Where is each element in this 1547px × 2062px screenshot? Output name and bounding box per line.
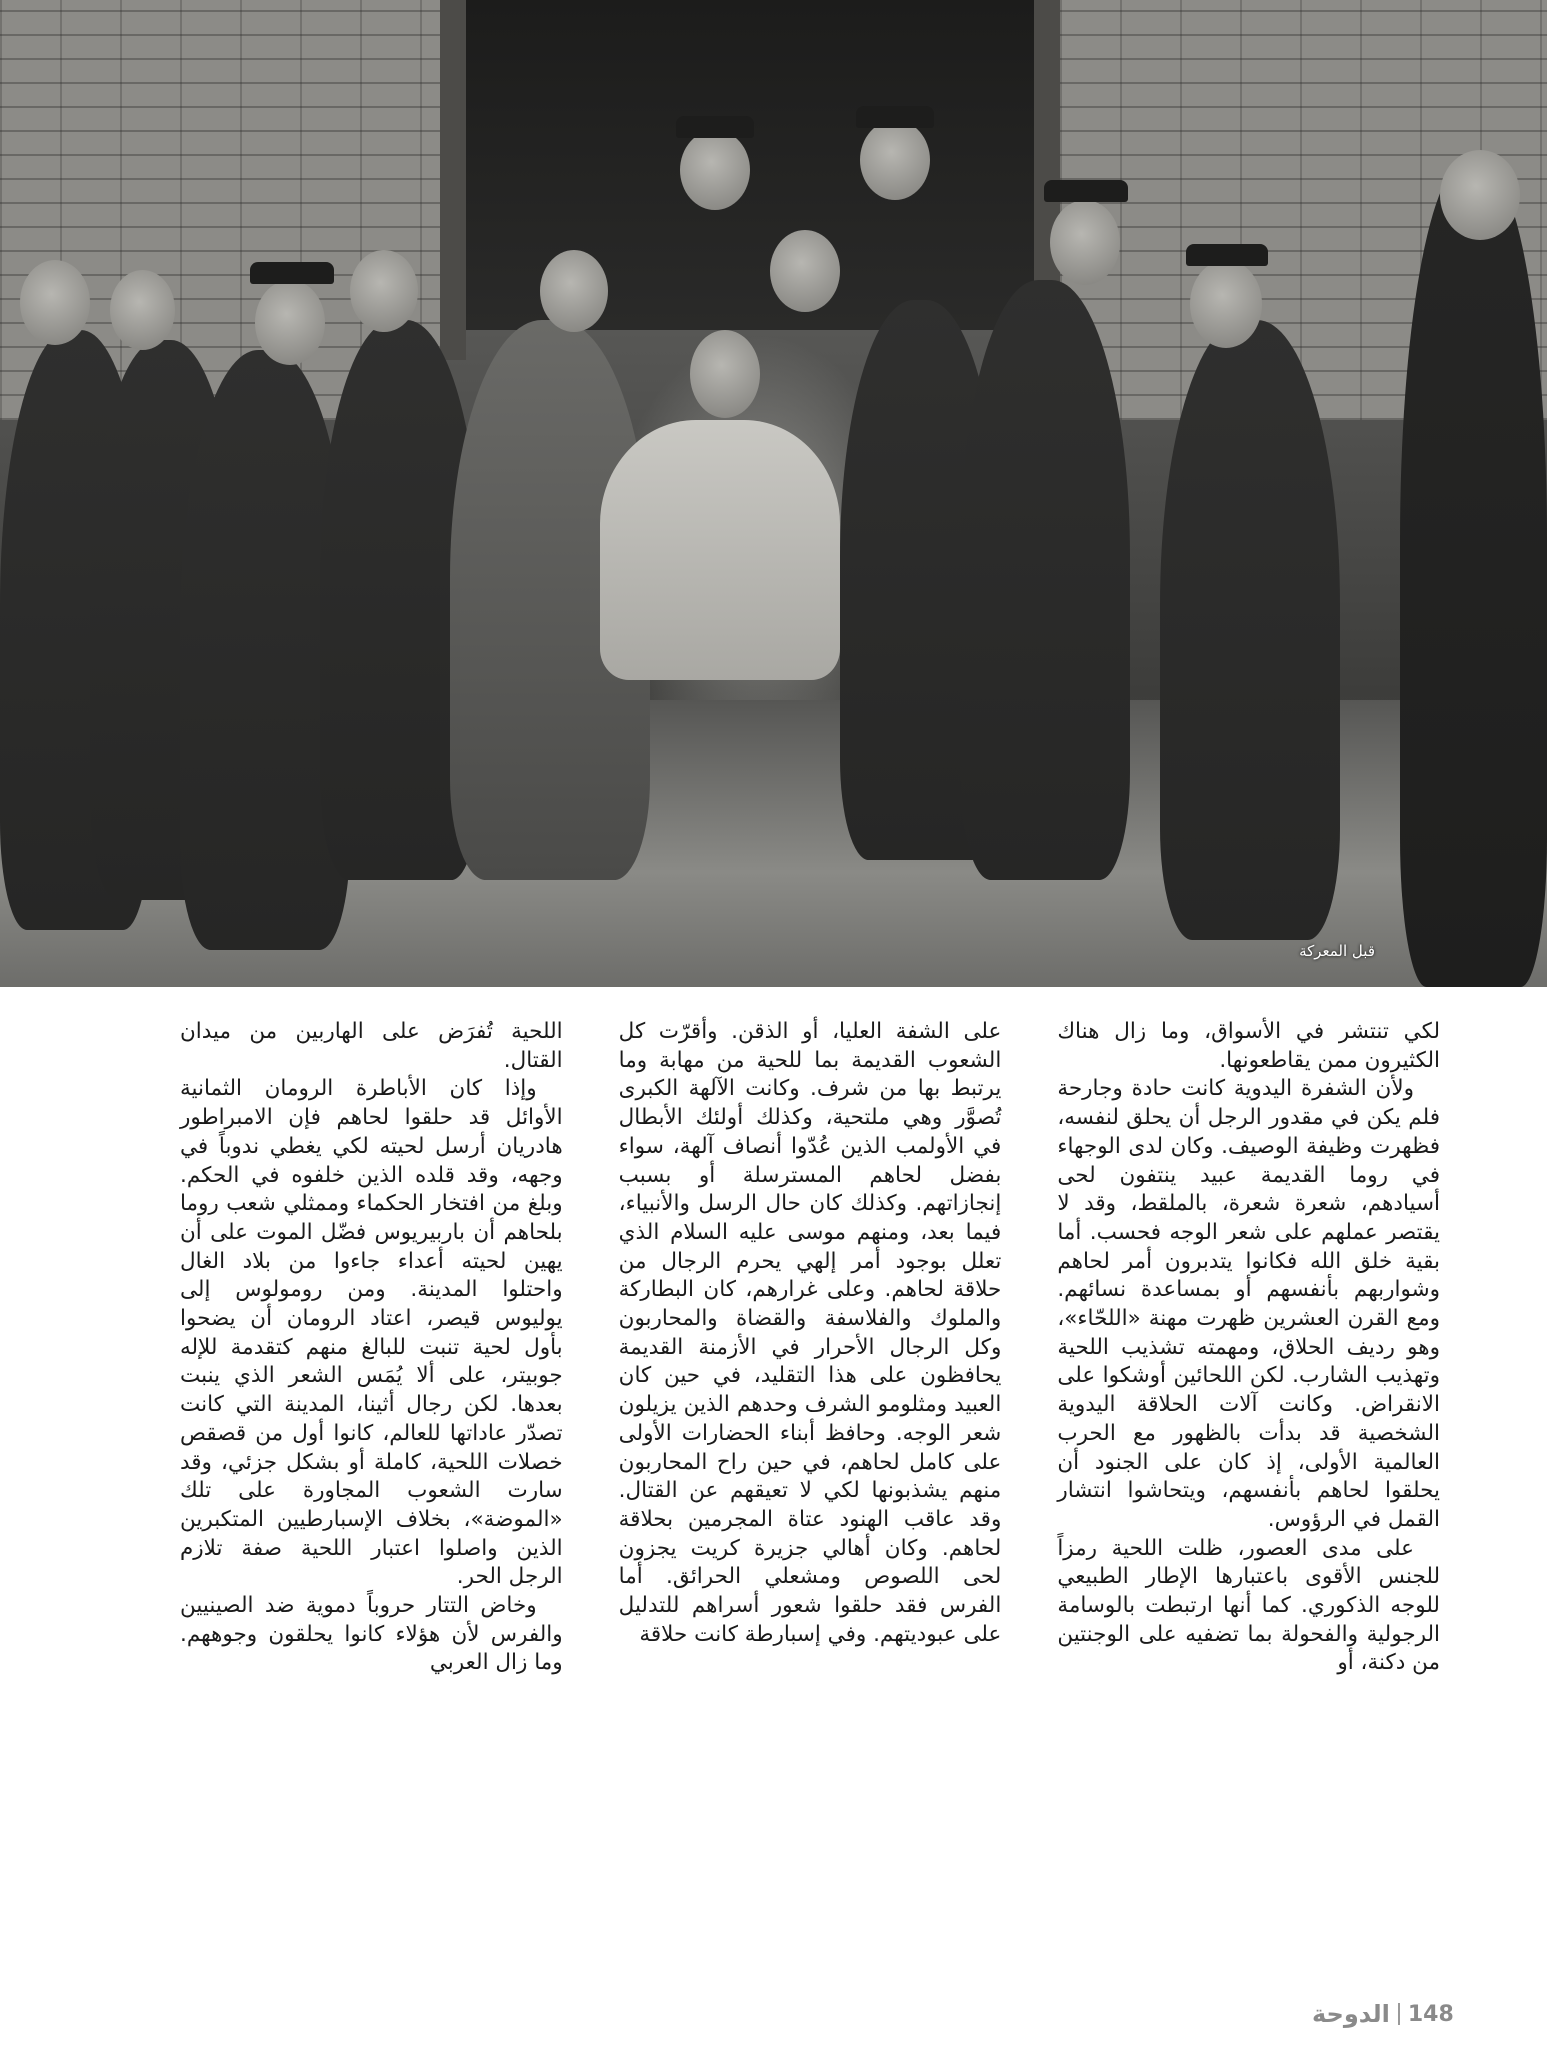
paragraph: لكي تنتشر في الأسواق، وما زال هناك الكثيرون ممن يقاطعونها. — [1057, 1019, 1440, 1073]
door-frame-left — [440, 0, 466, 360]
soldier-head — [350, 250, 418, 332]
soldier-head — [1190, 260, 1262, 348]
soldier-cap — [250, 262, 334, 284]
soldier-head — [540, 250, 608, 332]
soldier-figure — [960, 280, 1130, 880]
soldier-head — [680, 130, 750, 210]
soldier-head — [770, 230, 840, 312]
soldier-cap — [676, 116, 754, 138]
soldier-head — [860, 120, 930, 200]
soldier-head — [255, 280, 325, 365]
historical-photo — [0, 0, 1547, 987]
page-number: 148 — [1407, 2001, 1454, 2027]
soldier-cap — [856, 106, 934, 128]
page-footer — [1312, 2000, 1454, 2028]
soldier-head — [1440, 150, 1520, 240]
soldier-head — [110, 270, 175, 350]
paragraph: وإذا كان الأباطرة الرومان الثمانية الأوائل قد حلقوا لحاهم فإن الامبراطور هادريان أرسل لحيته لكي يغطي ندوباً في وجهه، وقد قلده الذين خلفوه في الحكم. وبلغ من افتخار الحكماء وممثلي شعب روما بلحاهم أن باربيريوس فضّل الموت على أن يهين لحيته أعداء جاءوا من بلاد الغال واحتلوا المدينة. ومن رومولوس إلى يوليوس قيصر، اعتاد الرومان أن يضحوا بأول لحية تنبت للبالغ منهم كتقدمة للإله جوبيتر، على ألا يُمَس الشعر الذي ينبت بعدها. لكن رجال أثينا، المدينة التي كانت تصدّر عاداتها للعالم، كانوا أول من قصقص خصلات اللحية، كاملة أو بشكل جزئي، وقد سارت الشعوب المجاورة على تلك «الموضة»، بخلاف الإسبارطيين المتكبرين الذين واصلوا اعتبار اللحية صفة تلازم الرجل الحر. — [179, 1076, 563, 1590]
soldier-cap — [1186, 244, 1268, 266]
soldier-cap — [1044, 180, 1128, 202]
text-column-middle — [619, 1018, 1002, 1958]
doorway — [440, 0, 1060, 330]
paragraph: ولأن الشفرة اليدوية كانت حادة وجارحة فلم يكن في مقدور الرجل أن يحلق لنفسه، فظهرت وظيفة الوصيف. وكان لدى الوجهاء في روما القديمة عبيد ينتفون لحى أسيادهم، شعرة شعرة، بالملقط، وقد لا يقتصر عملهم على شعر الوجه فحسب. أما بقية خلق الله فكانوا يتدبرون أمر لحاهم وشواربهم بأنفسهم أو بمساعدة نسائهم. ومع القرن العشرين ظهرت مهنة «اللحّاء»، وهو رديف الحلاق، ومهمته تشذيب اللحية وتهذيب الشارب. لكن اللحائين أوشكوا على الانقراض. وكانت آلات الحلاقة اليدوية الشخصية قد بدأت بالظهور مع الحرب العالمية الأولى، إذ كان على الجنود أن يحلقوا لحاهم بأنفسهم، ويتحاشوا انتشار القمل في الرؤوس. — [1057, 1076, 1440, 1532]
seated-man-head — [690, 330, 760, 418]
soldier-head — [1050, 200, 1120, 285]
paragraph: اللحية تُفرَض على الهاربين من ميدان القتال. — [179, 1019, 563, 1073]
soldier-figure — [1400, 160, 1547, 987]
paragraph: وخاض التتار حروباً دموية ضد الصينيين والفرس لأن هؤلاء كانوا يحلقون وجوههم. وما زال العربي — [179, 1593, 563, 1676]
article-body — [180, 1018, 1440, 1958]
paragraph: على مدى العصور، ظلت اللحية رمزاً للجنس الأقوى باعتبارها الإطار الطبيعي للوجه الذكوري. كما أنها ارتبطت بالوسامة الرجولية والفحولة بما تضفيه على الوجنتين من دكنة، أو — [1057, 1535, 1440, 1676]
soldier-head — [20, 260, 90, 345]
magazine-name: الدوحة — [1312, 2000, 1390, 2028]
text-column-left — [180, 1018, 563, 1958]
paragraph: على الشفة العليا، أو الذقن. وأقرّت كل الشعوب القديمة بما للحية من مهابة وما يرتبط بها من شرف. وكانت الآلهة الكبرى تُصوَّر وهي ملتحية، وكذلك أولئك الأبطال في الأولمب الذين عُدّوا أنصاف آلهة، سواء بفضل لحاهم المسترسلة أو بسبب إنجازاتهم. وكذلك كان حال الرسل والأنبياء، فيما بعد، ومنهم موسى عليه السلام الذي تعلل بوجود أمر إلهي يحرم الرجال من حلاقة لحاهم. وعلى غرارهم، كان البطاركة والملوك والفلاسفة والقضاة والمحاربون وكل الرجال الأحرار في الأزمنة القديمة يحافظون على هذا التقليد، في حين كان العبيد ومثلومو الشرف وحدهم الذين يزيلون شعر الوجه. وحافظ أبناء الحضارات الأولى على كامل لحاهم، في حين راح المحاربون منهم يشذبونها لكي لا تعيقهم عن القتال. وقد عاقب الهنود عتاة المجرمين بحلاقة لحاهم. وكان أهالي جزيرة كريت يجزون لحى اللصوص ومشعلي الحرائق. أما الفرس فقد حلقوا شعور أسراهم للتدليل على عبوديتهم. وفي إسبارطة كانت حلاقة — [618, 1019, 1002, 1647]
seated-man — [600, 420, 840, 680]
divider — [1398, 2003, 1400, 2025]
photo-caption: قبل المعركة — [1299, 942, 1375, 960]
text-column-right — [1057, 1018, 1440, 1958]
soldier-figure — [1160, 320, 1340, 940]
